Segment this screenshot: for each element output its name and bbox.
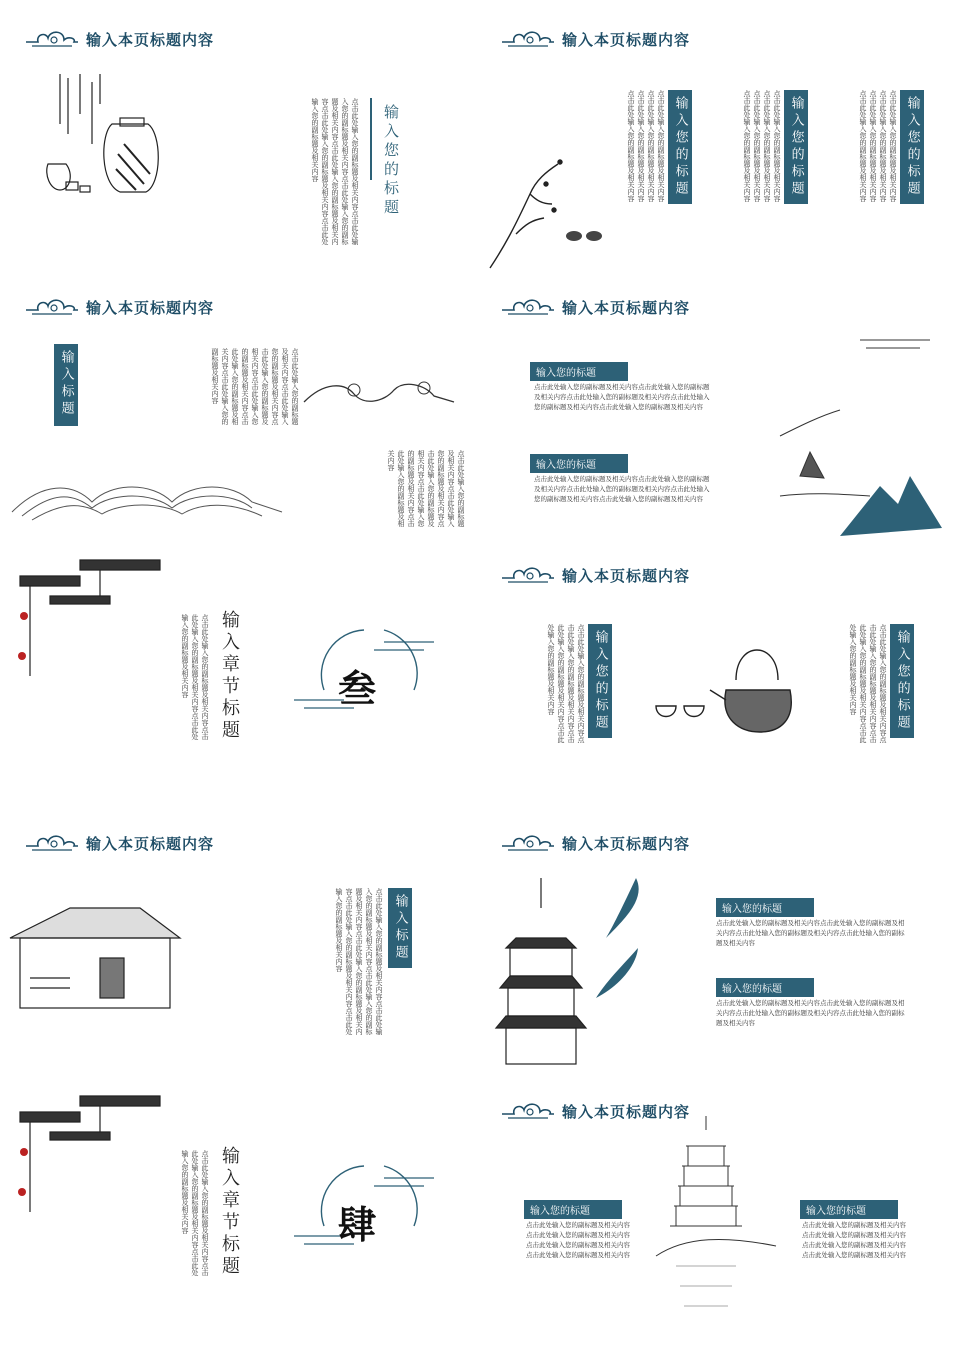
cloud-icon <box>500 1100 556 1122</box>
body-text: 点击此处输入您的副标题及相关内容点击此处输入您的副标题及相关内容点击此处输入您的副标题及相关内容 <box>181 614 209 740</box>
wave-swirl-ornament <box>304 372 454 412</box>
cloud-icon <box>500 296 556 318</box>
title-badge-1: 输入您的标题 <box>668 90 692 204</box>
teapot-cups-illustration <box>650 640 800 740</box>
page-title: 输入本页标题内容 <box>562 30 691 49</box>
title-badge: 输入您的标题 <box>382 104 400 218</box>
body-text-1: 点击此处输入您的副标题及相关内容点击此处输入您的副标题及相关内容点击此处输入您的副标题及相关内容点击此处输入您的副标题及相关内容 <box>716 919 905 947</box>
slide-4 <box>480 272 956 538</box>
slide-header <box>24 24 214 54</box>
title-badge-3: 输入您的标题 <box>900 90 924 204</box>
cloud-icon <box>24 28 80 50</box>
wine-jar-illustration <box>40 74 160 204</box>
cloud-icon <box>500 564 556 586</box>
old-town-houses-illustration <box>10 888 190 1018</box>
cloud-icon <box>500 832 556 854</box>
body-text: 点击此处输入您的副标题及相关内容点击此处输入您的副标题及相关内容点击此处输入您的副标题及相关内容点击此处输入您的副标题及相关内容点击此处输入您的副标题及相关内容点击此处输入您的副标题及相关内容 <box>311 98 359 245</box>
slide-header <box>500 292 690 322</box>
hui-architecture-eaves-illustration <box>10 556 160 676</box>
slide-header <box>500 828 690 858</box>
page-title: 输入本页标题内容 <box>562 566 691 585</box>
plum-branch-birds-illustration <box>486 154 596 270</box>
accent-bar <box>370 98 372 180</box>
pagoda-leaf-illustration <box>496 878 646 1068</box>
slide-8 <box>480 808 956 1074</box>
chapter-title: 输入章节标题 <box>219 610 240 742</box>
body-text-col3: 点击此处输入您的副标题及相关内容点击此处输入您的副标题及相关内容点击此处输入您的副标题及相关内容点击此处输入您的副标题及相关内容 <box>859 90 897 202</box>
slide-header <box>24 292 214 322</box>
pagoda-reflection-illustration <box>656 1116 776 1336</box>
body-text: 点击此处输入您的副标题及相关内容点击此处输入您的副标题及相关内容点击此处输入您的副标题及相关内容点击此处输入您的副标题及相关内容点击此处输入您的副标题及相关内容点击此处输入您的副标题及相关内容 <box>335 888 383 1035</box>
slide-10 <box>480 1076 956 1342</box>
title-badge-2: 输入您的标题 <box>800 1200 898 1219</box>
body-text-bottom: 点击此处输入您的副标题及相关内容点击此处输入您的副标题及相关内容点击此处输入您的副标题及相关内容点击此处输入您的副标题及相关内容点击此处输入您的副标题及相关内容 <box>387 450 465 527</box>
body-text-1: 点击此处输入您的副标题及相关内容点击此处输入您的副标题及相关内容点击此处输入您的副标题及相关内容点击此处输入您的副标题及相关内容点击此处输入您的副标题及相关内容 <box>534 383 710 411</box>
slide-2 <box>480 4 956 270</box>
title-badge: 输入标题 <box>388 888 412 968</box>
title-badge-2: 输入您的标题 <box>530 454 628 473</box>
page-title: 输入本页标题内容 <box>86 834 215 853</box>
body-text-top: 点击此处输入您的副标题及相关内容点击此处输入您的副标题及相关内容点击此处输入您的副标题及相关内容点击此处输入您的副标题及相关内容点击此处输入您的副标题及相关内容点击此处输入您的副标题及相关内容 <box>211 348 299 425</box>
title-badge-2: 输入您的标题 <box>890 624 914 738</box>
slide-header <box>500 560 690 590</box>
slide-header <box>500 24 690 54</box>
body-text: 点击此处输入您的副标题及相关内容点击此处输入您的副标题及相关内容点击此处输入您的副标题及相关内容 <box>181 1150 209 1276</box>
page-title: 输入本页标题内容 <box>562 1102 691 1121</box>
title-badge: 输入标题 <box>54 344 78 426</box>
title-badge-1: 输入您的标题 <box>524 1200 622 1219</box>
slide-header <box>24 828 214 858</box>
page-title: 输入本页标题内容 <box>562 834 691 853</box>
landscape-boat-illustration <box>720 326 950 536</box>
cloud-icon <box>500 28 556 50</box>
sea-wave-ornament <box>12 472 282 522</box>
title-badge-2: 输入您的标题 <box>716 978 814 997</box>
body-text-right: 点击此处输入您的副标题及相关内容点击此处输入您的副标题及相关内容点击此处输入您的副标题及相关内容点击此处输入您的副标题及相关内容 <box>849 624 887 743</box>
body-text-left: 点击此处输入您的副标题及相关内容点击此处输入您的副标题及相关内容点击此处输入您的副标题及相关内容点击此处输入您的副标题及相关内容 <box>547 624 585 743</box>
body-text-2: 点击此处输入您的副标题及相关内容点击此处输入您的副标题及相关内容点击此处输入您的副标题及相关内容点击此处输入您的副标题及相关内容点击此处输入您的副标题及相关内容 <box>534 475 710 503</box>
hui-architecture-eaves-illustration <box>10 1092 160 1212</box>
title-badge-1: 输入您的标题 <box>716 898 814 917</box>
title-badge-1: 输入您的标题 <box>588 624 612 738</box>
slide-6 <box>480 540 956 806</box>
chapter-numeral: 叁 <box>338 667 377 711</box>
slide-7 <box>4 808 480 1074</box>
page-title: 输入本页标题内容 <box>86 30 215 49</box>
cloud-icon <box>24 296 80 318</box>
chapter-title: 输入章节标题 <box>219 1146 240 1278</box>
slide-1 <box>4 4 480 270</box>
body-text-col1: 点击此处输入您的副标题及相关内容点击此处输入您的副标题及相关内容点击此处输入您的副标题及相关内容点击此处输入您的副标题及相关内容 <box>627 90 665 202</box>
chapter-numeral: 肆 <box>338 1203 377 1247</box>
slide-3 <box>4 272 480 538</box>
slide-9 <box>4 1076 480 1342</box>
cloud-icon <box>24 832 80 854</box>
body-text-2: 点击此处输入您的副标题及相关内容点击此处输入您的副标题及相关内容点击此处输入您的副标题及相关内容点击此处输入您的副标题及相关内容 <box>716 999 905 1027</box>
body-text-2: 点击此处输入您的副标题及相关内容点击此处输入您的副标题及相关内容点击此处输入您的副标题及相关内容点击此处输入您的副标题及相关内容 <box>802 1221 906 1259</box>
page-title: 输入本页标题内容 <box>86 298 215 317</box>
title-badge-2: 输入您的标题 <box>784 90 808 204</box>
page-title: 输入本页标题内容 <box>562 298 691 317</box>
body-text-col2: 点击此处输入您的副标题及相关内容点击此处输入您的副标题及相关内容点击此处输入您的副标题及相关内容点击此处输入您的副标题及相关内容 <box>743 90 781 202</box>
body-text-1: 点击此处输入您的副标题及相关内容点击此处输入您的副标题及相关内容点击此处输入您的副标题及相关内容点击此处输入您的副标题及相关内容 <box>526 1221 630 1259</box>
slide-5 <box>4 540 480 806</box>
title-badge-1: 输入您的标题 <box>530 362 628 381</box>
